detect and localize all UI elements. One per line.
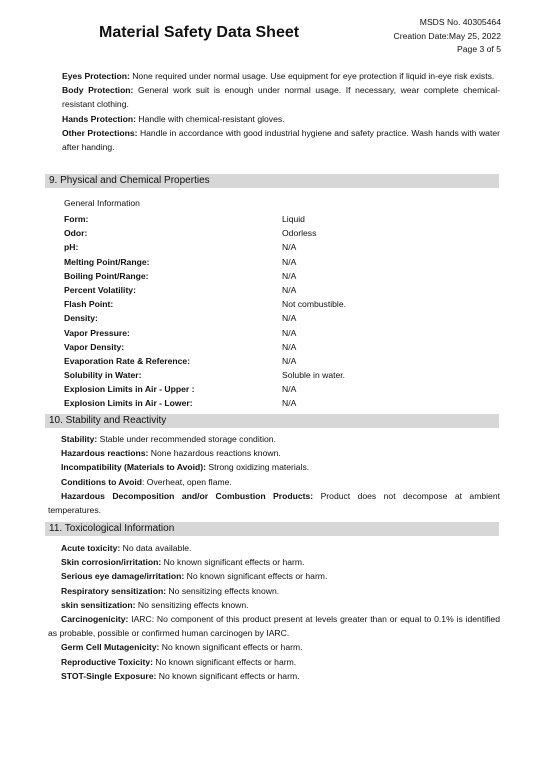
toxicology-item: skin sensitization: No sensitizing effects known. <box>61 599 249 610</box>
property-row: Vapor Pressure: N/A <box>64 327 297 338</box>
toxicology-item: Reproductive Toxicity: No known significant effects or harm. <box>61 656 297 667</box>
property-row: Vapor Density: N/A <box>64 341 297 352</box>
property-row: Explosion Limits in Air - Lower: N/A <box>64 398 297 409</box>
stability-item: Stability: Stable under recommended storage condition. <box>61 434 276 444</box>
property-row: Melting Point/Range: N/A <box>64 256 297 267</box>
property-row: Solubility in Water: Soluble in water. <box>64 370 346 381</box>
creation-date: Creation Date:May 25, 2022 <box>393 30 501 41</box>
property-row: Evaporation Rate & Reference: N/A <box>64 355 297 366</box>
section-9-header: 9. Physical and Chemical Properties <box>45 174 499 188</box>
property-row: pH: N/A <box>64 242 297 253</box>
stability-item: Hazardous Decomposition and/or Combustion Products: Product does not decompose at ambient temperatures. <box>48 490 500 516</box>
property-row: Density: N/A <box>64 313 297 324</box>
body-protection: Body Protection: General work suit is enough under normal usage. If necessary, wear complete chemical-resistant clothing. <box>62 85 500 110</box>
toxicology-item: Acute toxicity: No data available. <box>61 543 192 553</box>
document-title: Material Safety Data Sheet <box>99 24 300 41</box>
toxicology-item: STOT-Single Exposure: No known significant effects or harm. <box>61 670 300 681</box>
stability-item: Conditions to Avoid: Overheat, open flame. <box>61 476 232 487</box>
property-row: Flash Point: Not combustible. <box>64 299 347 310</box>
eyes-protection: Eyes Protection: None required under normal usage. Use equipment for eye protection if liquid in-eye risk exists. <box>62 71 495 81</box>
protection-paragraphs <box>48 69 500 154</box>
other-protections: Other Protections: Handle in accordance with good industrial hygiene and safety practice. Wash hands with water after handing. <box>62 127 500 153</box>
toxicology-item: Carcinogenicity: IARC: No component of this product present at levels greater than or equal to 0.1% is identified as probable, possible or confirmed human carcinogen by IARC. <box>48 614 500 639</box>
stability-list <box>48 432 500 517</box>
toxicology-item: Germ Cell Mutagenicity: No known significant effects or harm. <box>61 642 303 653</box>
stability-item: Hazardous reactions: None hazardous reactions known. <box>61 448 281 459</box>
toxicology-list <box>48 541 500 683</box>
properties-table <box>64 196 484 411</box>
toxicology-item: Respiratory sensitization: No sensitizing effects known. <box>61 585 280 596</box>
toxicology-item: Skin corrosion/irritation: No known significant effects or harm. <box>61 557 305 568</box>
general-information-label: General Information <box>64 198 140 208</box>
hands-protection: Hands Protection: Handle with chemical-resistant gloves. <box>62 113 285 124</box>
toxicology-item: Serious eye damage/irritation: No known significant effects or harm. <box>61 571 328 582</box>
property-row: Percent Volatility: N/A <box>64 284 297 295</box>
property-row: Odor: Odorless <box>64 228 317 239</box>
property-row: Form: Liquid <box>64 214 305 224</box>
document-meta <box>394 16 502 57</box>
section-10-header: 10. Stability and Reactivity <box>45 414 499 428</box>
page-number: Page 3 of 5 <box>457 44 501 54</box>
property-row: Explosion Limits in Air - Upper : N/A <box>64 384 297 395</box>
msds-number: MSDS No. 40305464 <box>419 17 501 27</box>
section-11-header: 11. Toxicological Information <box>45 522 499 536</box>
property-row: Boiling Point/Range: N/A <box>64 270 297 281</box>
stability-item: Incompatibility (Materials to Avoid): Strong oxidizing materials. <box>61 462 310 473</box>
